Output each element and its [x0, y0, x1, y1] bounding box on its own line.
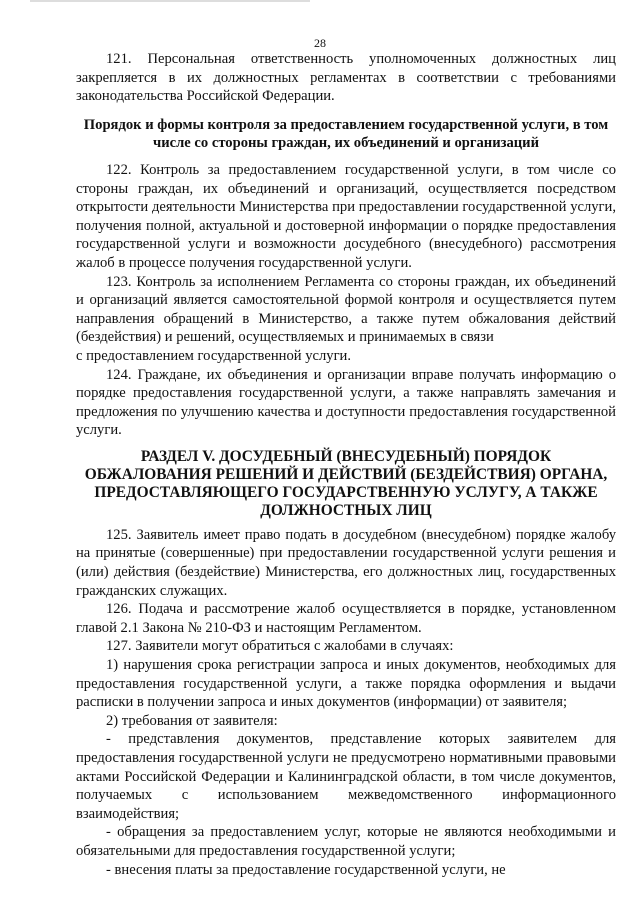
paragraph-127: 127. Заявители могут обратиться с жалобами в случаях: [106, 638, 454, 655]
paragraph-124: 124. Граждане, их объединения и организации вправе получать информацию о порядке предоставления государственной услуги, а также направлять замечания и предложения по улучшению качества и доступности предоставления государственной услуги. [76, 366, 616, 439]
paragraph-126: 126. Подача и рассмотрение жалоб осуществляется в порядке, установленном главой 2.1 Закона № 210-ФЗ и настоящим Регламентом. [76, 601, 616, 636]
sub-item-documents: - представления документов, представление которых заявителем для предоставления государственной услуги не предусмотрено нормативными правовыми актами Российской Федерации и Калининградской области, в том числе документов, получаемых с использованием межведомственного информационного взаимодействия; [76, 731, 616, 822]
paragraph-122: 122. Контроль за предоставлением государственной услуги, в том числе со стороны граждан, их объединений и организаций, осуществляется посредством открытости деятельности Министерства при предоставлении государственной услуги, получения полной, актуальной и достоверной информации о порядке предоставления государственной услуги и возможности досудебного (внесудебного) рассмотрения жалоб в процессе получения государственной услуги. [76, 161, 616, 271]
list-item-2: 2) требования от заявителя: [106, 712, 278, 729]
section-heading-control: Порядок и формы контроля за предоставлением государственной услуги, в том числе со стороны граждан, их объединений и организаций [83, 116, 609, 152]
sub-item-services: - обращения за предоставлением услуг, которые не являются необходимыми и обязательными для предоставления государственной услуги; [76, 824, 616, 859]
page-number: 28 [314, 36, 326, 50]
paragraph-123-continuation: с предоставлением государственной услуги. [76, 347, 352, 364]
document-body [76, 50, 616, 879]
paragraph-123: 123. Контроль за исполнением Регламента со стороны граждан, их объединений и организаций является самостоятельной формой контроля и осуществляется путем направления обращений в Министерство, а также путем обжалования действий (бездействия) и решений, осуществляемых и принимаемых в связи [76, 273, 616, 346]
section-v-heading: РАЗДЕЛ V. ДОСУДЕБНЫЙ (ВНЕСУДЕБНЫЙ) ПОРЯДОК ОБЖАЛОВАНИЯ РЕШЕНИЙ И ДЕЙСТВИЙ (БЕЗДЕЙСТВИЯ) ОРГАНА, ПРЕДОСТАВЛЯЮЩЕГО ГОСУДАРСТВЕННУЮ УСЛУГУ, А ТАКЖЕ ДОЛЖНОСТНЫХ ЛИЦ [84, 447, 608, 519]
list-item-1: 1) нарушения срока регистрации запроса и иных документов, необходимых для предоставления государственной услуги, а также порядка оформления и выдачи расписки в получении запроса и иных документов (информации) от заявителя; [76, 657, 616, 711]
scan-artifact [30, 0, 310, 2]
sub-item-payment: - внесения платы за предоставление государственной услуги, не [106, 861, 506, 878]
paragraph-125: 125. Заявитель имеет право подать в досудебном (внесудебном) порядке жалобу на принятые (совершенные) при предоставлении государственной услуги решения и (или) действия (бездействие) Министерства, его должностных лиц, государственных гражданских служащих. [76, 526, 616, 599]
paragraph-121: 121. Персональная ответственность уполномоченных должностных лиц закрепляется в их должностных регламентах в соответствии с требованиями законодательства Российской Федерации. [76, 51, 616, 105]
